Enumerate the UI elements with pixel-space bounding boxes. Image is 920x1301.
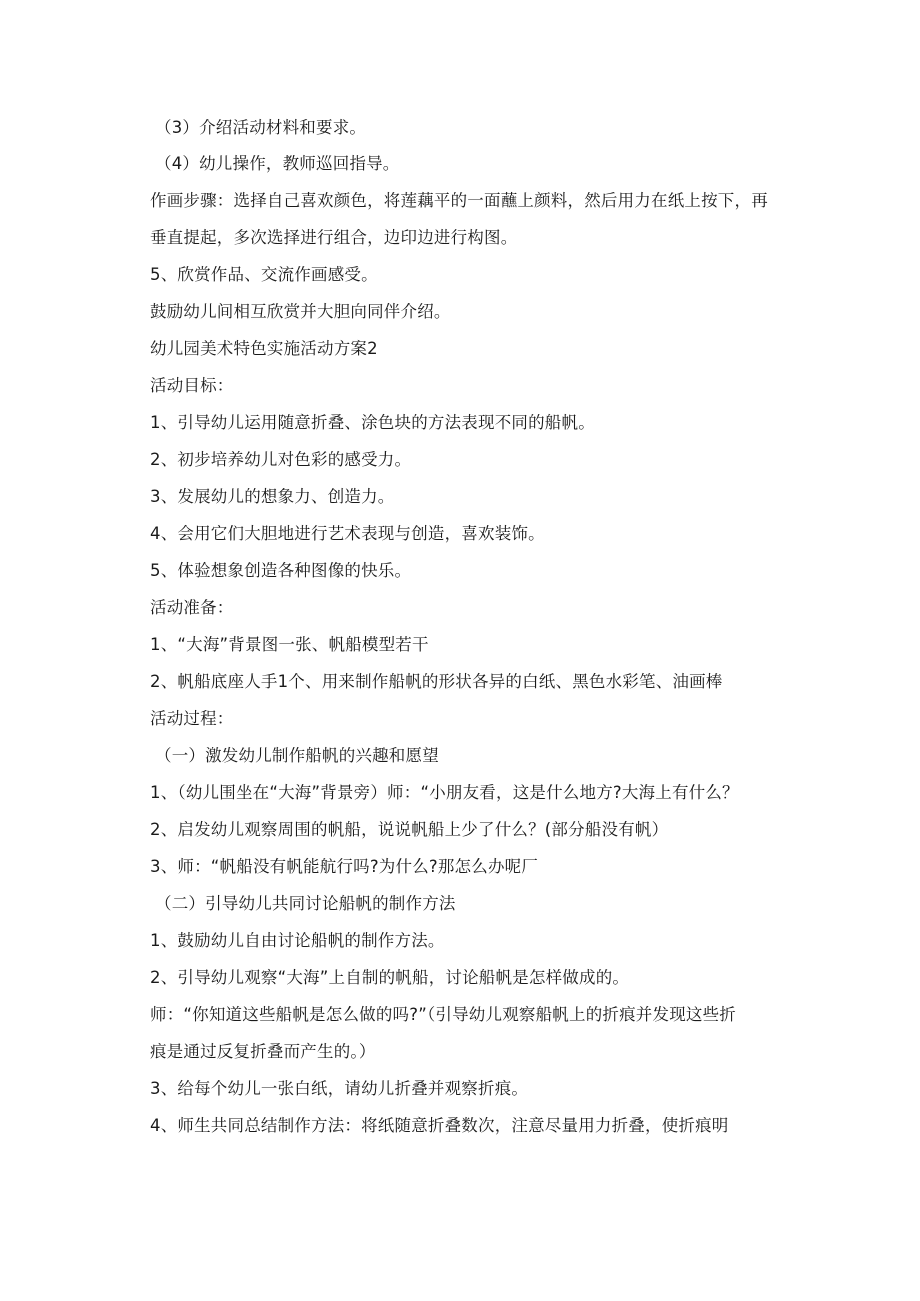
text-line: 师：“你知道这些船帆是怎么做的吗?”（引导幼儿观察船帆上的折痕并发现这些折 [150,1005,737,1024]
text-line: 1、鼓励幼儿自由讨论船帆的制作方法。 [150,931,445,950]
text-line: 活动过程： [150,709,234,728]
text-line: 3、发展幼儿的想象力、创造力。 [150,487,395,506]
section-title: 幼儿园美术特色实施活动方案2 [150,339,378,358]
text-line: 1、引导幼儿运用随意折叠、涂色块的方法表现不同的船帆。 [150,413,595,432]
text-line: （二）引导幼儿共同讨论船帆的制作方法 [155,894,456,913]
text-line: 鼓励幼儿间相互欣赏并大胆向同伴介绍。 [150,302,451,321]
text-line: 2、帆船底座人手1个、用来制作船帆的形状各异的白纸、黑色水彩笔、油画棒 [150,672,723,691]
text-line: （3）介绍活动材料和要求。 [155,118,367,137]
text-line: 1、（幼儿围坐在“大海”背景旁）师：“小朋友看，这是什么地方?大海上有什么？ [150,783,739,802]
text-line: （4）幼儿操作，教师巡回指导。 [155,154,400,173]
text-line: 4、师生共同总结制作方法：将纸随意折叠数次，注意尽量用力折叠，使折痕明 [150,1116,729,1135]
text-line: 3、师：“帆船没有帆能航行吗?为什么?那怎么办呢厂 [150,857,539,876]
text-line: 活动目标： [150,376,234,395]
text-line: 4、会用它们大胆地进行艺术表现与创造，喜欢装饰。 [150,524,545,543]
text-line: 作画步骤：选择自己喜欢颜色，将莲藕平的一面蘸上颜料，然后用力在纸上按下，再 [150,191,768,210]
text-line: 5、体验想象创造各种图像的快乐。 [150,561,412,580]
text-line: 3、给每个幼儿一张白纸，请幼儿折叠并观察折痕。 [150,1079,529,1098]
text-line: 2、启发幼儿观察周围的帆船，说说帆船上少了什么？(部分船没有帆） [150,820,669,839]
text-line: 垂直提起，多次选择进行组合，边印边进行构图。 [150,228,518,247]
text-line: 活动准备： [150,598,234,617]
text-line: 痕是通过反复折叠而产生的。） [150,1042,376,1061]
text-line: 2、初步培养幼儿对色彩的感受力。 [150,450,412,469]
text-line: （一）激发幼儿制作船帆的兴趣和愿望 [155,746,439,765]
text-line: 1、“大海”背景图一张、帆船模型若干 [150,635,429,654]
text-line: 2、引导幼儿观察“大海”上自制的帆船，讨论船帆是怎样做成的。 [150,968,630,987]
text-line: 5、欣赏作品、交流作画感受。 [150,265,378,284]
